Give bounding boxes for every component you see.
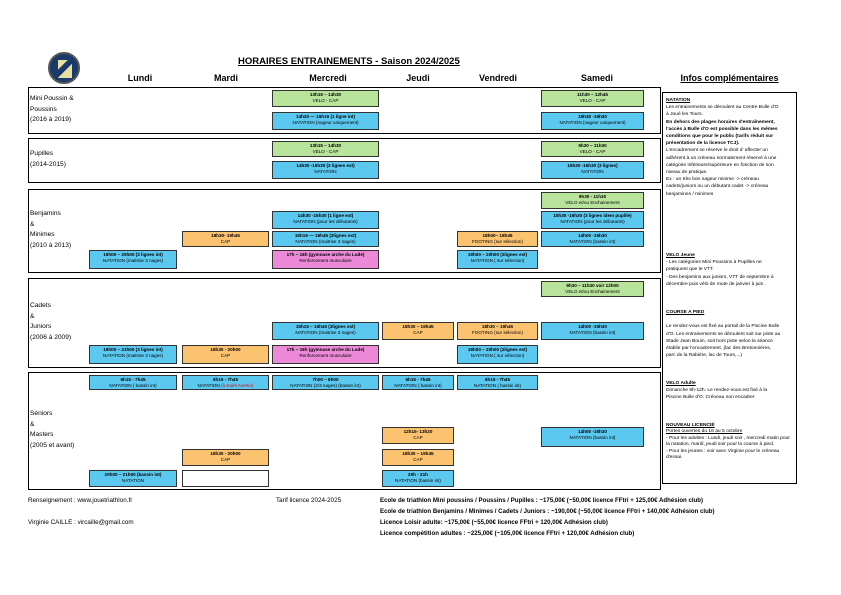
schedule-cell: 6h15 - 7h45 NATATION ( bassin int): [382, 375, 454, 390]
info-velo-adulte: VELO Adulte Dimanche 9h-12h. Le rendez-vous est fixé à la Piscine Bulle d'O. Créneau non encadrer: [666, 381, 768, 401]
schedule-cell: 18h30 - 20h00 CAP: [182, 345, 269, 364]
schedule-cell: [182, 470, 269, 487]
schedule-cell: 14h00 -15h30 NATATION (bassin int): [541, 322, 644, 340]
info-natation: NATATION Les entrainements se déroulent au Centre Bulle d'O à Joué les Tours. En dehors des plages horaires d'entraînement, l'accès à Bulle d'O est possible dans les mêmes conditions que pour le public (tarifs réduit sur présentation de la licence TCJ). L'encadrement se réserve le droit d' affecter un adhérent à un créneau normalement réservé à une catégorie inférieure/supérieure en fonction de son niveau de pratique. Ex : un très bon nageur minime -> créneau cadets/juniors ou un débutant cadet -> créneau benjamines / minimes: [666, 98, 779, 197]
schedule-cell: 14h00 -15h30 NATATION (bassin int): [541, 231, 644, 247]
day-header-mercredi: Mercredi: [309, 73, 347, 83]
schedule-cell: 20h00 – 21h00 (bassin int) NATATION: [89, 470, 177, 487]
day-header-mardi: Mardi: [213, 73, 238, 83]
schedule-cell: 11h30 – 12h45 VELO - CAP: [541, 90, 644, 107]
schedule-cell: 9h30 – 11h30 voir 12h00 VELO et/ou Enchainement: [541, 281, 644, 297]
schedule-cell: 18h30 – 19h45 CAP: [382, 449, 454, 466]
tarif-line: Ecole de triathlon Benjamins / Minimes / Cadets / Juniors : ~190,00€ (~50,00€ licence FFtri + 140,00€ Adhésion club): [380, 508, 715, 515]
schedule-cell: 19h00 – 20h00 (2lignes ext) NATATION ( sur sélection): [457, 250, 538, 269]
schedule-cell: 12h15- 13h20 CAP: [382, 427, 454, 444]
schedule-cell: 17h – 18h (gymnase arche du Lude) Renforcement musculaire: [272, 250, 379, 269]
schedule-cell: 15h30 -16h30 (3 lignes idem pupille) NATATION (pour les débutants): [541, 211, 644, 229]
schedule-cell: 13h15 – 14h30 VELO - CAP: [272, 90, 379, 107]
schedule-cell: 18h30 – 19h45 CAP: [382, 322, 454, 340]
schedule-cell: 6h15 - 7h45 NATATION (à Saint Avertin): [182, 375, 269, 390]
day-header-vendredi: Vendredi: [478, 73, 517, 83]
info-velo-jeune: VELO Jeune - Les catégories Mini Poussins à Pupilles ne pratiquent que le VTT. - Des benjamins aux juniors, VTT de septembre à décembre puis vélo de route de janvier à juin .: [666, 253, 774, 287]
group-label-mini-poussins: Mini Poussin & Poussins (2016 à 2019): [30, 95, 74, 123]
footer-renseignement: Renseignement : www.jouetriathlon.fr: [28, 497, 133, 504]
tarif-line: Licence Loisir adulte: ~175,00€ (~55,00€ licence FFtri + 120,00€ Adhésion club): [380, 519, 608, 526]
schedule-cell: 19h00 – 20h00 (3 lignes int) NATATION (maitrise 3 nages): [89, 250, 177, 269]
group-label-cadets-juniors: Cadets & Juniors (2006 à 2009): [30, 302, 72, 341]
group-label-seniors-masters: Séniors & Masters (2005 et avant): [30, 410, 75, 449]
schedule-cell: 15h15 — 16h45 (3lignes ext) NATATION (maitrise 3 nages): [272, 231, 379, 247]
info-header: Infos complémentaires: [680, 73, 779, 83]
footer-tarif: Tarif licence 2024-2025: [276, 497, 342, 504]
schedule-cell: 15h30 -16h30 (3 lignes) NATATION: [541, 161, 644, 179]
schedule-cell: 15h30 -16h30 NATATION (nageur uniquement): [541, 112, 644, 130]
schedule-cell: 15h15 – 16h45 (3lignes ext) NATATION (maitrise 3 nages): [272, 322, 379, 340]
page-title: HORAIRES ENTRAINEMENTS - Saison 2024/2025: [238, 56, 460, 67]
club-logo: [48, 52, 80, 84]
tarif-line: Ecole de triathlon Mini poussins / Poussins / Pupilles : ~175,00€ (~50,00€ licence FFtri + 125,00€ Adhésion club): [380, 497, 704, 504]
group-label-benjamins-minimes: Benjamins & Minimes (2010 à 2013): [30, 210, 72, 249]
schedule-cell: 18h30- 19h45 CAP: [182, 231, 269, 247]
schedule-cell: 14h30 -15h30 (3 lignes ext) NATATION: [272, 161, 379, 179]
footer-contact: Virginie CAILLE : vircaille@gmail.com: [28, 519, 134, 526]
schedule-cell: 19h00 – 21h00 (3 lignes int) NATATION (maitrise 3 nages): [89, 345, 177, 364]
schedule-cell: 17h – 18h (gymnase arche du Lude) Renforcement musculaire: [272, 345, 379, 364]
schedule-cell: 18h30 – 19h45 FOOTING (sur sélection): [457, 322, 538, 340]
schedule-cell: 9h30 - 11h30 VELO et/ou Enchainement: [541, 192, 644, 209]
tarif-line: Licence compétition adultes : ~225,00€ (~105,00€ licence FFtri + 120,00€ Adhésion club): [380, 530, 635, 537]
day-header-samedi: Samedi: [580, 73, 613, 83]
schedule-cell: 6h15 - 7h45 NATATION ( bassin int): [457, 375, 538, 390]
schedule-cell: 19h00 – 20h00 (2lignes ext) NATATION ( sur sélection): [457, 345, 538, 364]
schedule-cell: 6h15 - 7h45 NATATION ( bassin int): [89, 375, 177, 390]
schedule-cell: 20h - 21h NATATION (bassin int): [382, 470, 454, 487]
schedule-cell: 18h30 - 20h00 CAP: [182, 449, 269, 466]
schedule-cell: 13h15 – 14h30 VELO - CAP: [272, 141, 379, 157]
schedule-cell: 9h30 – 11h30 VELO - CAP: [541, 141, 644, 157]
day-header-jeudi: Jeudi: [406, 73, 430, 83]
schedule-cell: 14h00 -15h30 NATATION (bassin int): [541, 427, 644, 447]
schedule-cell: 14h30 -15h30 (1 ligne ext) NATATION (pour les débutants): [272, 211, 379, 229]
group-label-pupilles: Pupilles (2014-2015): [30, 150, 66, 168]
schedule-cell: 14h30 — 15h15 (1 ligne int) NATATION (nageur uniquement): [272, 112, 379, 130]
info-nouveau-licencie: NOUVEAU LICENCIÉ Portes ouvertes du 16 au 5 octobre - Pour les adultes : Lundi, jeudi soir , mercredi matin pour la natation, mardi, jeudi soir pour la course à pied. - Pour les jeunes : voir avec Virginie pour le créneau d'essai.: [666, 423, 790, 461]
day-header-lundi: Lundi: [127, 73, 153, 83]
schedule-cell: 7h00 – 8h00 NATATION (2/3 nages) (bassin int): [272, 375, 379, 390]
info-course-a-pied: COURSE A PIED Le rendez-vous est fixé au portail de la Piscine Bulle d'O. Les entrainements se déroulent soit sur piste au Stade Jean Bouin, soit hors piste selon la séance établie par l'encadrement. (lac des Bretonnières, parc de la Rabière, lac de Tours,...): [666, 310, 781, 359]
schedule-cell: 18h00– 18h45 FOOTING (sur sélection): [457, 231, 538, 247]
